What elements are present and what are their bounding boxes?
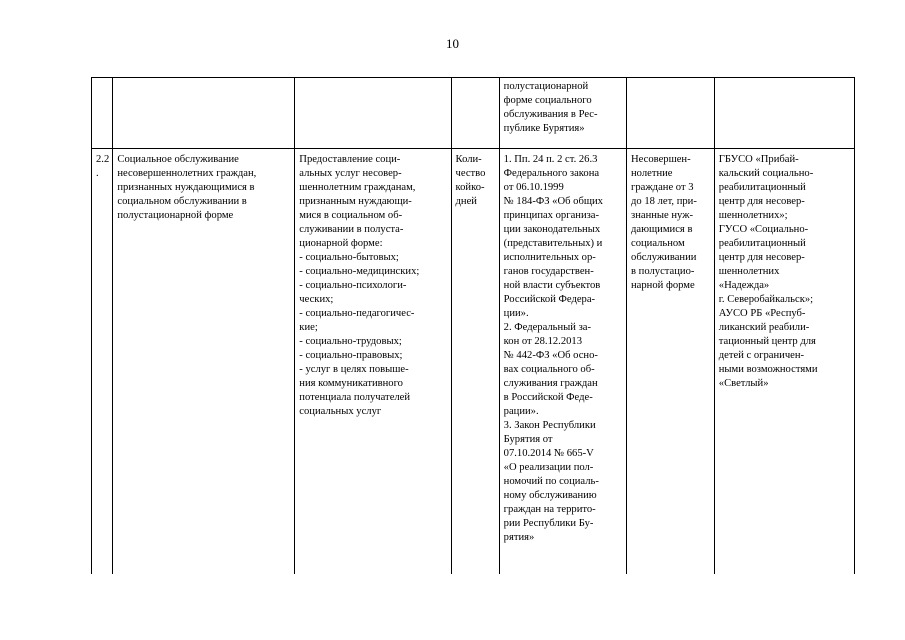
- cell-legal-basis: полустационарной форме социального обслуживания в Рес- публике Бурятия»: [499, 78, 626, 149]
- cell-number: [92, 78, 113, 149]
- cell-number: 2.2.: [92, 149, 113, 574]
- cell-unit: [451, 78, 499, 149]
- cell-service-name: Социальное обслуживание несовершеннолетних граждан, признанных нуждающимися в социальном обслуживании в полустационарной форме: [113, 149, 295, 574]
- cell-service-content: [295, 78, 451, 149]
- cell-providers: ГБУСО «Прибай- кальский социально- реабилитационный центр для несовер- шеннолетних»; ГУСО «Социально- реабилитационный центр для несовер- шеннолетних «Надежда» г. Северобайкальск»; АУСО РБ «Респуб- ликанский реабили- тационный центр для детей с ограничен- ными возможностями «Светлый»: [714, 149, 854, 574]
- table-row: [92, 149, 855, 574]
- cell-providers: [714, 78, 854, 149]
- cell-recipients: Несовершен- нолетние граждане от 3 до 18 лет, при- знанные нуж- дающимися в социальном обслуживании в полустацио- нарной форме: [627, 149, 715, 574]
- cell-recipients: [627, 78, 715, 149]
- table-row-continued: [92, 78, 855, 149]
- services-table: [91, 77, 855, 574]
- cell-legal-basis: 1. Пп. 24 п. 2 ст. 26.3 Федерального закона от 06.10.1999 № 184-ФЗ «Об общих принципах организа- ции законодательных (представительных) и исполнительных ор- ганов государствен- ной власти субъектов Российской Федера- ции». 2. Федеральный за- кон от 28.12.2013 № 442-ФЗ «Об осно- вах социального об- служивания граждан в Российской Феде- рации». 3. Закон Республики Бурятия от 07.10.2014 № 665-V «О реализации пол- номочий по социаль- ному обслуживанию граждан на террито- рии Республики Бу- рятия»: [499, 149, 626, 574]
- cell-service-name: [113, 78, 295, 149]
- page-number: 10: [446, 36, 459, 51]
- cell-unit: Коли- чество койко- дней: [451, 149, 499, 574]
- cell-service-content: Предоставление соци- альных услуг несовер- шеннолетним гражданам, признанным нуждающи- мися в социальном об- служивании в полуста- ционарной форме: - социально-бытовых; - социально-медицинских; - социально-психологи- ческих; - социально-педагогичес- кие; - социально-трудовых; - социально-правовых; - услуг в целях повыше- ния коммуникативного потенциала получателей социальных услуг: [295, 149, 451, 574]
